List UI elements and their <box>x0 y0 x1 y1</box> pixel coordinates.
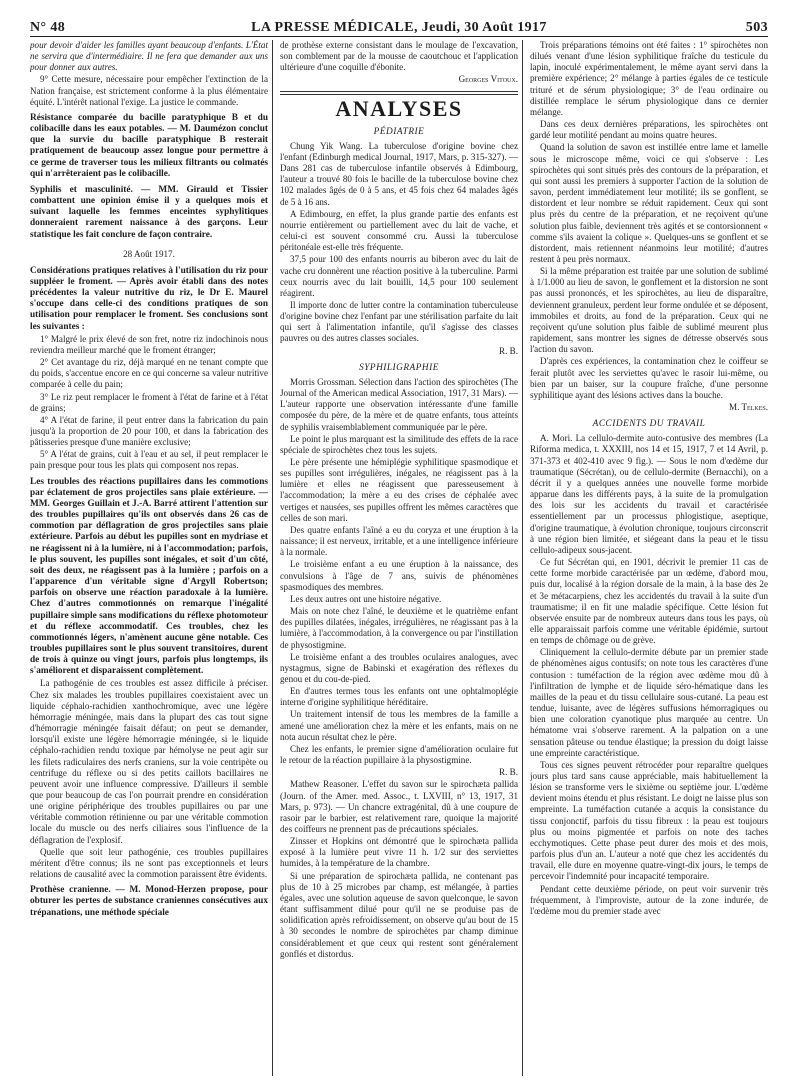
section-rule <box>280 91 518 95</box>
article-resistance-bacille: Résistance comparée du bacille paratyphique B et du colibacille dans les eaux potables. — M. Daumézon conclut que la survie du bacille paratyphique B resterait pratiquement de beaucoup assez longue pour permettre à ce germe de traverser tous les milieux filtrants ou colmatés qui n'arrêteraient pas le colibacille. <box>30 112 268 179</box>
session-date: 28 Août 1917. <box>123 248 175 259</box>
paragraph: pour devoir d'aider les familles ayant beaucoup d'enfants. L'État ne servira que d'intermédiaire. Il ne fera que demander aux uns pour donner aux autres. <box>30 40 268 73</box>
paragraph: Tous ces signes peuvent rétrocéder pour reparaître quelques jours plus tard sans cause appréciable, mais habituellement la lésion se transforme vers le sixième ou septième jour. L'œdème devient moins étendu et plus résistant. Le doigt ne laisse plus son empreinte. La tuméfaction cutanée a acquis la consistance du tissu conjonctif, parfois du tissu fibreux : la peau est toujours plus ou moins pigmentée et parfois on note des taches ecchymotiques. Cette phase peut durer des mois et des mois, parfois plus d'un an. L'auteur a noté que chez les accidentés du travail, elle dure en moyenne quatre-vingt-dix jours, le temps de percevoir l'indemnité pour incapacité temporaire. <box>530 759 768 882</box>
signature: R. B. <box>499 767 518 778</box>
paragraph: A Edimbourg, en effet, la plus grande partie des enfants est nourrie entièrement ou partiellement avec du lait de vache, et celui-ci est souvent consommé cru. Aussi la tuberculose péritonéale est-elle très fréquente. <box>280 208 518 253</box>
page-number-right: 503 <box>745 20 768 35</box>
column-divider-1 <box>272 40 273 1076</box>
paragraph: Dans ces deux dernières préparations, les spirochètes ont gardé leur motilité pendant au moins quatre heures. <box>530 119 768 141</box>
paragraph: En d'autres termes tous les enfants ont une ophtalmoplégie interne d'origine syphilitique héréditaire. <box>280 686 518 708</box>
paragraph: Mais on note chez l'aîné, le deuxième et le quatrième enfant des pupilles dilatées, inégales, irrégulières, ne réagissant pas à la lumière, à l'accommodation, à la convergence ou par l'instillation de physostigmine. <box>280 606 518 650</box>
paragraph: 9° Cette mesure, nécessaire pour empêcher l'extinction de la Nation française, est strictement conforme à la plus élémentaire équité. L'intérêt national l'exige. La justice le commande. <box>30 74 268 107</box>
paragraph: Pendant cette deuxième période, on peut voir survenir très fréquemment, à l'improviste, autour de la zone indurée, de l'œdème mou du premier stade avec <box>530 883 768 916</box>
page-number-left: N° 48 <box>30 20 66 35</box>
analysis-grossman: Morris Grossman. Sélection dans l'action des spirochètes (The Journal of the American medical Association, 1917, 31 Mars). — L'auteur rapporte une observation intéressante d'une famille composée du père, de la mère et de quatre enfants, tous atteints de syphilis vraisemblablement communiquée par le père. <box>280 376 518 432</box>
paragraph: Chez les enfants, le premier signe d'amélioration oculaire fut le retour de la réaction pupillaire à la physostigmine. <box>280 743 518 766</box>
list-item: 5° A l'état de grains, cuit à l'eau et au sel, il peut remplacer le pain presque pour tous les plats qui composent nos repas. <box>30 449 268 471</box>
signature: Georges Vitoux. <box>458 74 518 85</box>
paragraph: D'après ces expériences, la contamination chez le coiffeur se ferait plutôt avec les serviettes qu'avec le rasoir lui-même, ou bien par un baiser, sur la coupure fraîche, d'une personne syphilitique ayant des lésions actives dans la bouche. <box>530 356 768 400</box>
article-syphilis-masculinite: Syphilis et masculinité. — MM. Girauld et Tissier combattent une opinion émise il y a quelques mois et suivant laquelle les femmes enceintes syphylitiques donneraient rarement naissance à des garçons. Leur statistique les fait conclure de façon contraire. <box>30 184 268 240</box>
article-prothese-cranienne: Prothèse cranienne. — M. Monod-Herzen propose, pour obturer les pertes de substance craniennes consécutives aux trépanations, une méthode spéciale <box>30 885 268 918</box>
column-2 <box>280 40 518 1076</box>
paragraph: Cliniquement la cellulo-dermite débute par un premier stade de phénomènes aigus contusifs; on note tous les caractères d'une contusion : tuméfaction de la région avec œdème mou dû à l'infiltration de lymphe et de liquide séro-hématique dans les mailles de la peau et du tissu cellulaire sous-cutané. La peau est tendue, luisante, avec de légères suffusions hémorragiques ou bien une coloration cyanotique plus marquée au centre. Un hématome vrai s'observe rarement. A la palpation on a une sensation pâteuse ou tendue élastique; la pression du doigt laisse une empreinte caractéristique. <box>530 647 768 758</box>
paragraph: Quand la solution de savon est instillée entre lame et lamelle sous le microscope même, voici ce qui s'observe : Les spirochètes qui sont situés près des contours de la préparation, et qui sont aussi les premiers à supporter l'action de la solution de savon, perdent immédiatement leur motilité; ils se gonflent, se distordent et leur nombre se réduit rapidement. Ceux qui sont plus près du centre de la préparation, et ne reçoivent qu'une solution plus faible, deviennent très agités et se contorsionnent « comme s'ils avaient la colique ». Quelques-uns se gonflent et se distordent, mais retiennent néanmoins leur motilité; d'autres restent à peu près normaux. <box>530 142 768 264</box>
paragraph: 37,5 pour 100 des enfants nourris au biberon avec du lait de vache cru donnèrent une réaction positive à la tuberculine. Parmi ceux nourris avec du lait bouilli, 14,5 pour 100 seulement réagirent. <box>280 254 518 298</box>
paragraph: Il importe donc de lutter contre la contamination tuberculeuse d'origine bovine chez l'enfant par une stérilisation parfaite du lait qui sert à l'alimentation infantile, qu'il s'agisse des classes pauvres ou des autres classes sociales. <box>280 299 518 344</box>
page-header <box>30 8 768 34</box>
paragraph: Le père présente une hémiplégie syphilitique spasmodique et ses pupilles sont irrégulières, inégales, ne réagissent pas à la lumière et elles ne réagissent que paresseusement à l'accommodation; la mère a eu des crises de céphalée avec vertiges et nausées, ses pupilles offrent les mêmes caractères que celles de son mari. <box>280 457 518 523</box>
analysis-wang: Chung Yik Wang. La tuberculose d'origine bovine chez l'enfant (Edinburgh medical Journal, 1917, Mars, p. 315-327). — Dans 281 cas de tuberculose infantile observés à Edimbourg, l'auteur a trouvé 80 fois le bacille de la tuberculose bovine chez 102 malades âgés de 0 à 5 ans, et 45 fois chez 64 malades âgés de 5 à 16 ans. <box>280 140 518 207</box>
paragraph: Les deux autres ont une histoire négative. <box>290 593 442 604</box>
paragraph: Un traitement intensif de tous les membres de la famille a amené une amélioration chez la mère et les enfants, mais on ne nota aucun résultat chez le père. <box>280 709 518 742</box>
journal-title: LA PRESSE MÉDICALE, Jeudi, 30 Août 1917 <box>251 20 547 35</box>
analysis-reasoner: Mathew Reasoner. L'effet du savon sur le spirochæta pallida (Journ. of the Amer. med. Assoc., t. LXVIII, n° 13, 1917, 31 Mars, p. 973). — Un chancre extragénital, dû à une coupure de rasoir par le barbier, est relativement rare, quoique la majorité des coiffeurs ne prennent pas de précautions spéciales. <box>280 779 518 834</box>
signature: R. B. <box>499 345 518 356</box>
header-rule <box>30 36 768 37</box>
paragraph: de prothèse externe consistant dans le moulage de l'excavation, son comblement par de la mousse de caoutchouc et l'application ultérieure d'une coquille d'ébonite. <box>280 40 518 73</box>
paragraph: Des quatre enfants l'aîné a eu du coryza et une éruption à la naissance; il est nerveux, irritable, et a une intelligence inférieure à la normale. <box>280 524 518 558</box>
paragraph: La pathogénie de ces troubles est assez difficile à préciser. Chez six malades les troubles pupillaires coexistaient avec un liquide céphalo-rachidien xanthochromique, avec une légère hémorragie méningée, mais dans la plupart des cas tout signe d'hémorragie méningée faisait défaut; on peut se demander, lorsqu'il existe une légère hémorragie méningée, si le liquide céphalo-rachidien rendu toxique par hémolyse ne peut agir sur les filets radiculaires des nerfs craniens, sur la voie centripète ou centrifuge du réflexe ou si des petits caillots bacillaires ne peuvent avoir une influence compressive. D'ailleurs il semble que pour beaucoup de cas l'on pourrait prendre en considération une origine périphérique des troubles pupillaires ou par une véritable commotion rétinienne ou par une véritable commotion locale du muscle ou des nerfs ciliaires sous l'influence de la déflagration de l'explosif. <box>30 678 268 845</box>
paragraph: Quelle que soit leur pathogénie, ces troubles pupillaires méritent d'être connus; ils ne sont pas exceptionnels et leurs relations de causalité avec la commotion paraissent être évidents. <box>30 846 268 880</box>
list-item: 2° Cet avantage du riz, déjà marqué en ne tenant compte que du poids, s'accentue encore en ce qui concerne sa valeur nutritive comparée à celle du pain; <box>30 357 268 390</box>
paragraph: Trois préparations témoins ont été faites : 1° spirochètes non dilués venant d'une lésion syphilitique fraîche du testicule du lapin, inoculé expérimentalement, le même ayant servi dans la première expérience; 2° mélange à parties égales de ce testicule trituré et de sérum physiologique; 3° de l'eau ordinaire ou distillée remplace le sérum physiologique dans ce dernier mélange. <box>530 40 768 117</box>
article-riz-froment: Considérations pratiques relatives à l'utilisation du riz pour suppléer le froment. — Après avoir établi dans des notes précédentes la valeur nutritive du riz, le Dr E. Maurel s'occupe dans celle-ci des conditions pratiques de son utilisation pour remplacer le froment. Ses conclusions sont les suivantes : <box>30 265 268 332</box>
list-item: 1° Malgré le prix élevé de son fret, notre riz indochinois nous reviendra meilleur marché que le froment étranger; <box>30 333 268 355</box>
subsection-accidents-travail: ACCIDENTS DU TRAVAIL <box>592 419 706 430</box>
subsection-pediatrie: PÉDIATRIE <box>373 126 425 137</box>
analysis-mori: A. Mori. La cellulo-dermite auto-contusive des membres (La Riforma medica, t. XXXIII, nos 14 et 15, 1917, 7 et 14 Avril, p. 371-373 et 402-410 avec 9 fig.). — Sous le nom d'œdème dur traumatique (Sécrétan), ou de cellulo-dermite (Bernacchi), on a décrit il y a quelques années une nouvelle forme morbide apparue dans les différents pays, à la suite de la promulgation des lois sur les accidents du travail et caractérisée essentiellement par un processus phlogistique, aseptique, d'origine traumatique, à évolution chronique, toujours circonscrit à une région bien limitée, et siégeant dans la peau et le tissu cellulo-adipeux sous-jacent. <box>530 433 768 555</box>
paragraph: Zinsser et Hopkins ont démontré que le spirochæta pallida exposé à la lumière peut vivre 11 h. 1/2 sur des serviettes humides, à la température de la chambre. <box>280 836 518 869</box>
column-1 <box>30 40 268 1076</box>
paragraph: Si une préparation de spirochæta pallida, ne contenant pas plus de 10 à 25 microbes par champ, est mélangée, à parties égales, avec une solution aqueuse de savon quelconque, le savon étant suffisamment dilué pour qu'il ne se produise pas de solidification après refroidissement, on observe qu'au bout de 15 à 30 secondes le nombre de spirochètes par champ diminue considérablement et que ceux qui restent sont généralement gonflés et distordus. <box>280 870 518 959</box>
list-item: 4° A l'état de farine, il peut entrer dans la fabrication du pain jusqu'à la proportion de 20 pour 100, et dans la fabrication des pâtisseries presque d'une manière exclusive; <box>30 414 268 448</box>
paragraph: Le troisième enfant a des troubles oculaires analogues, avec nystagmus, signe de Babinski et exagération des réflexes du genou et du cou-de-pied. <box>280 651 518 684</box>
paragraph: Si la même préparation est traitée par une solution de sublimé à 1/1.000 au lieu de savon, le gonflement et la distorsion ne sont pas aussi prononcés, et les spirochètes, au lieu de disparaître, deviennent granuleux, perdent leur forme ondulée et se déposent, immobiles et droits, au fond de la préparation. Ceux qui ne reçoivent qu'une solution plus faible de sublimé meurent plus rapidement, sans montrer les signes de détresse observés sous l'action du savon. <box>530 266 768 355</box>
list-item: 3° Le riz peut remplacer le froment à l'état de farine et à l'état de grains; <box>30 391 268 413</box>
paragraph: Le troisième enfant a eu une éruption à la naissance, des convulsions à l'âge de 7 ans, suivis de phénomènes spasmodiques des membres. <box>280 559 518 592</box>
signature: M. Telkes. <box>729 402 768 412</box>
article-troubles-pupillaires: Les troubles des réactions pupillaires dans les commotions par éclatement de gros projectiles sans plaie extérieure. — MM. Georges Guillain et J.-A. Barré attirent l'attention sur des troubles pupillaires qu'ils ont observés dans 26 cas de commotion par déflagration de gros projectiles sans plaie extérieure. Parfois au début les pupilles sont en mydriase et ne réagissent ni à la lumière, ni à l'accommodation; parfois, le plus souvent, les pupilles sont inégales, et soit d'un côté, soit des deux, ne réagissent pas à la lumière ; parfois on a l'apparence d'un véritable signe d'Argyll Robertson; parfois on observe une réaction paradoxale à la lumière. Chez d'autres commotionnés on remarque l'inégalité pupillaire simple sans modifications du réflexe photomoteur et du réflexe accommodatif. Ces troubles, chez les commotionnés légers, n'amènent aucune gêne notable. Ces troubles pupillaires sont le plus souvent transitoires, durent de trois à quinze ou vingt jours, parfois plus longtemps, ils s'améliorent et disparaissent complètement. <box>30 476 268 677</box>
section-title: ANALYSES <box>335 95 463 121</box>
column-3 <box>530 40 768 1076</box>
subsection-syphiligraphie: SYPHILIGRAPHIE <box>359 362 439 373</box>
paragraph: Ce fut Sécrétan qui, en 1901, décrivit le premier 11 cas de cette forme morbide caractérisée par un œdème, d'abord mou, puis dur, localisé à la région dorsale de la main, à la base des 2e et 3e métacarpiens, chez les accidentés du travail à la suite d'un traumatisme; il en fit une maladie spécifique. Cette lésion fut observée ensuite par de nombreux auteurs dans tous les pays, où elle apparaissait parfois comme une véritable épidémie, surtout en temps de chômage ou de grève. <box>530 557 768 646</box>
paragraph: Le point le plus marquant est la similitude des effets de la race spéciale de spirochètes chez tous les sujets. <box>280 433 518 455</box>
column-divider-2 <box>522 40 523 1076</box>
